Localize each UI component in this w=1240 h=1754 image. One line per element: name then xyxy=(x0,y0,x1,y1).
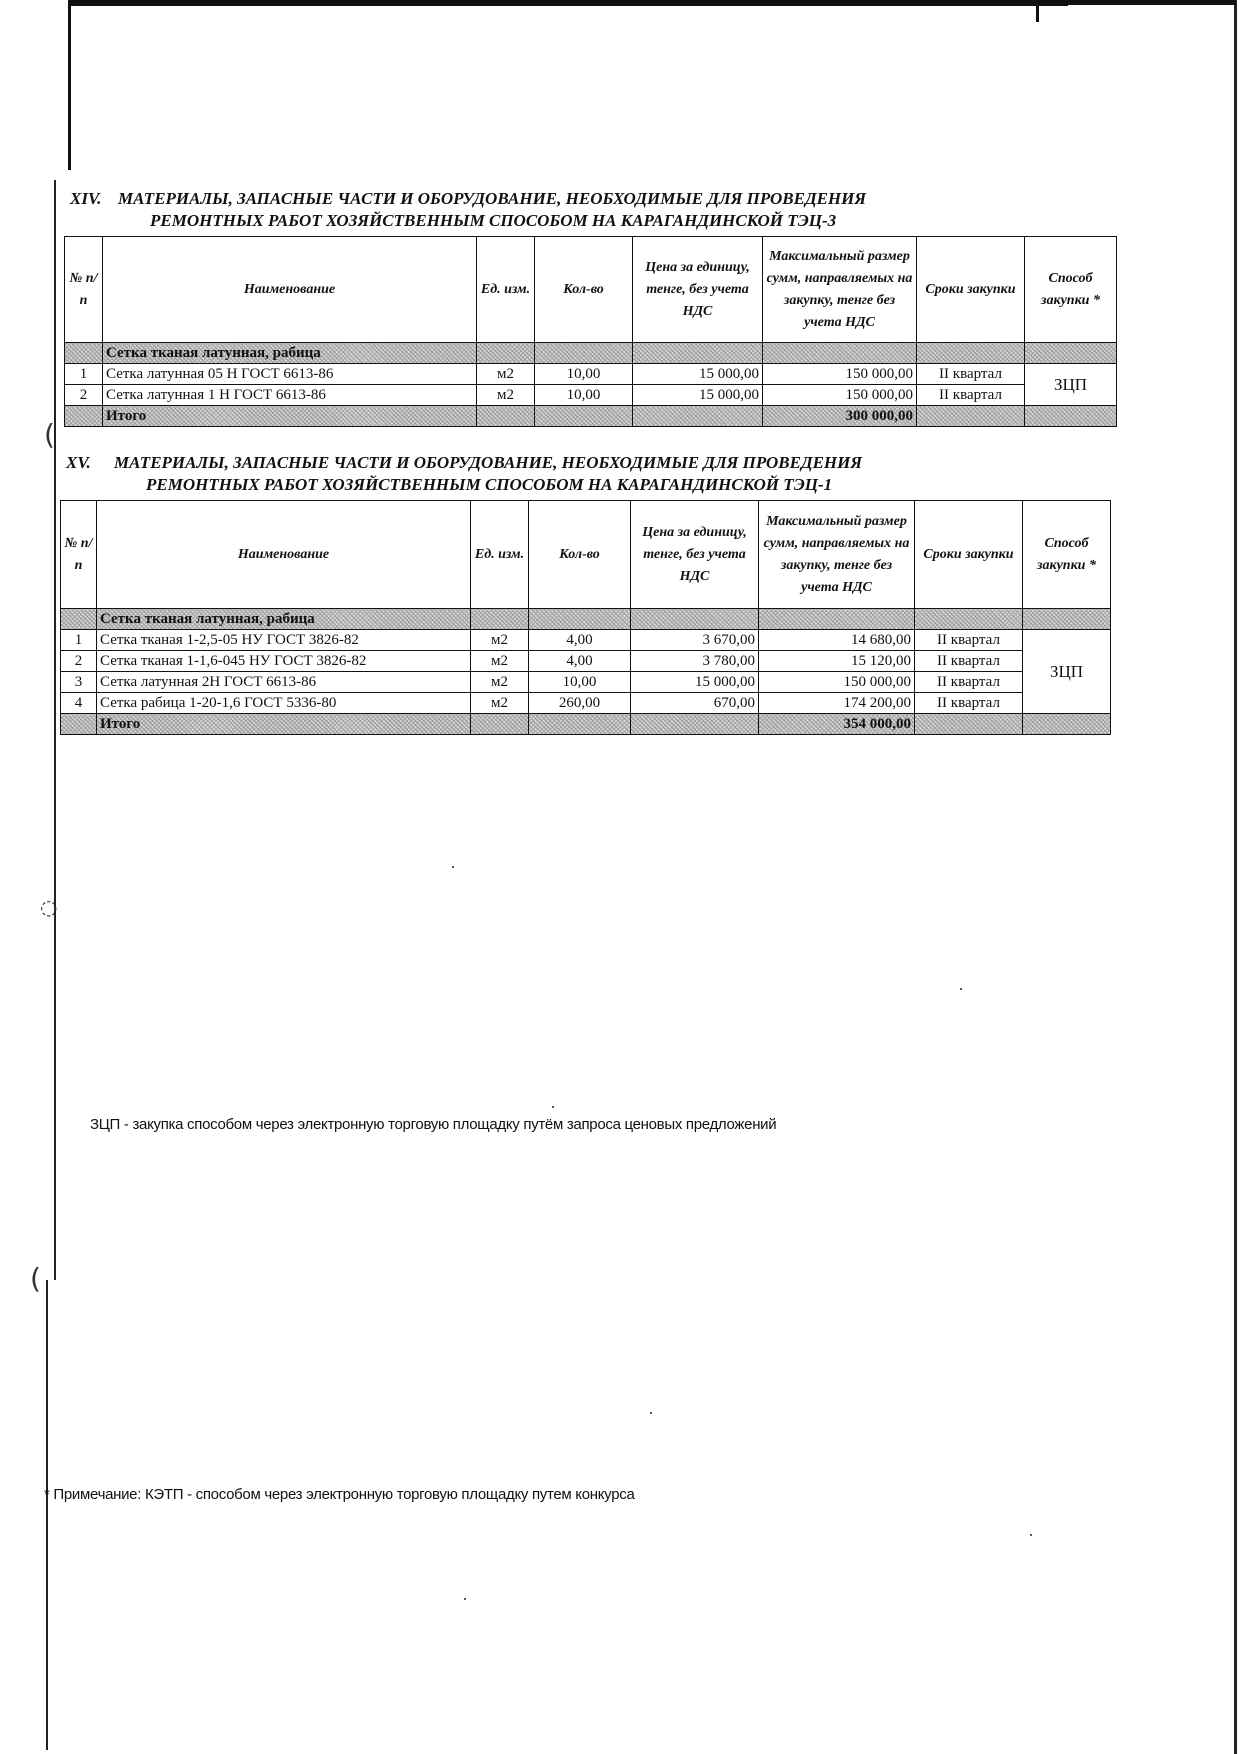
row-sum: 174 200,00 xyxy=(759,693,915,714)
row-price: 15 000,00 xyxy=(633,385,763,406)
scan-bracket-mark: ( xyxy=(44,418,55,451)
table-row xyxy=(61,651,1111,672)
col-header-qty: Кол-во xyxy=(535,237,633,343)
zcp-note: ЗЦП - закупка способом через электронную торговую площадку путём запроса ценовых предложений xyxy=(90,1116,777,1133)
scan-speck xyxy=(1030,1534,1032,1536)
col-header-num: № п/п xyxy=(61,501,97,609)
row-name: Сетка тканая 1-2,5-05 НУ ГОСТ 3826-82 xyxy=(97,630,471,651)
row-qty: 4,00 xyxy=(529,651,631,672)
table-row xyxy=(65,364,1117,385)
row-sum: 150 000,00 xyxy=(763,364,917,385)
col-header-method: Способ закупки * xyxy=(1025,237,1117,343)
row-name: Сетка латунная 05 Н ГОСТ 6613-86 xyxy=(103,364,477,385)
group-label: Сетка тканая латунная, рабица xyxy=(103,343,477,364)
table-header-row xyxy=(65,237,1117,343)
row-unit: м2 xyxy=(477,385,535,406)
row-name: Сетка латунная 1 Н ГОСТ 6613-86 xyxy=(103,385,477,406)
col-header-name: Наименование xyxy=(103,237,477,343)
table-header-row xyxy=(61,501,1111,609)
row-name: Сетка латунная 2Н ГОСТ 6613-86 xyxy=(97,672,471,693)
table-tec1 xyxy=(60,500,1111,735)
section-15-title-line2-wrap xyxy=(146,474,832,496)
row-price: 670,00 xyxy=(631,693,759,714)
section-15-title-line1: МАТЕРИАЛЫ, ЗАПАСНЫЕ ЧАСТИ И ОБОРУДОВАНИЕ, НЕОБХОДИМЫЕ ДЛЯ ПРОВЕДЕНИЯ xyxy=(114,453,863,472)
row-unit: м2 xyxy=(477,364,535,385)
table-row xyxy=(61,693,1111,714)
row-sum: 150 000,00 xyxy=(759,672,915,693)
row-name: Сетка тканая 1-1,6-045 НУ ГОСТ 3826-82 xyxy=(97,651,471,672)
row-period: II квартал xyxy=(917,364,1025,385)
total-label: Итого xyxy=(97,714,471,735)
section-14-number: XIV. xyxy=(70,189,102,208)
row-sum: 150 000,00 xyxy=(763,385,917,406)
col-header-period: Сроки закупки xyxy=(917,237,1025,343)
row-price: 15 000,00 xyxy=(633,364,763,385)
row-qty: 10,00 xyxy=(535,385,633,406)
table-row xyxy=(65,385,1117,406)
scan-speck xyxy=(452,866,454,868)
col-header-max-sum: Максимальный размер сумм, направляемых на закупку, тенге без учета НДС xyxy=(763,237,917,343)
scan-frame-top xyxy=(68,0,1068,6)
section-14-title xyxy=(70,188,866,210)
row-num: 1 xyxy=(61,630,97,651)
row-period: II квартал xyxy=(915,672,1023,693)
row-method: ЗЦП xyxy=(1023,630,1111,714)
row-unit: м2 xyxy=(471,630,529,651)
section-15-title-line2: РЕМОНТНЫХ РАБОТ ХОЗЯЙСТВЕННЫМ СПОСОБОМ НА КАРАГАНДИНСКОЙ ТЭЦ-1 xyxy=(146,475,833,494)
row-num: 4 xyxy=(61,693,97,714)
col-header-unit: Ед. изм. xyxy=(471,501,529,609)
section-14-title-line2: РЕМОНТНЫХ РАБОТ ХОЗЯЙСТВЕННЫМ СПОСОБОМ НА КАРАГАНДИНСКОЙ ТЭЦ-3 xyxy=(150,211,837,230)
section-15-title xyxy=(66,452,862,474)
scan-frame-right xyxy=(1234,0,1237,1754)
row-num: 1 xyxy=(65,364,103,385)
row-num: 3 xyxy=(61,672,97,693)
col-header-qty: Кол-во xyxy=(529,501,631,609)
group-label: Сетка тканая латунная, рабица xyxy=(97,609,471,630)
scan-bracket-mark: ( xyxy=(30,1262,41,1295)
scan-speck xyxy=(552,1106,554,1108)
col-header-period: Сроки закупки xyxy=(915,501,1023,609)
row-num: 2 xyxy=(65,385,103,406)
scan-speck xyxy=(650,1412,652,1414)
table-row xyxy=(61,672,1111,693)
row-qty: 10,00 xyxy=(529,672,631,693)
row-period: II квартал xyxy=(915,693,1023,714)
total-sum: 300 000,00 xyxy=(763,406,917,427)
table-row xyxy=(61,630,1111,651)
col-header-price: Цена за единицу, тенге, без учета НДС xyxy=(631,501,759,609)
row-unit: м2 xyxy=(471,651,529,672)
section-15-number: XV. xyxy=(66,453,91,472)
col-header-max-sum: Максимальный размер сумм, направляемых на закупку, тенге без учета НДС xyxy=(759,501,915,609)
row-period: II квартал xyxy=(915,630,1023,651)
scan-hole-mark: ◌ xyxy=(40,895,58,919)
total-row xyxy=(61,714,1111,735)
group-row xyxy=(61,609,1111,630)
table-tec3 xyxy=(64,236,1117,427)
row-method: ЗЦП xyxy=(1025,364,1117,406)
section-14-title-line1: МАТЕРИАЛЫ, ЗАПАСНЫЕ ЧАСТИ И ОБОРУДОВАНИЕ, НЕОБХОДИМЫЕ ДЛЯ ПРОВЕДЕНИЯ xyxy=(118,189,867,208)
scan-speck xyxy=(960,988,962,990)
scan-frame-left-bottom xyxy=(46,1280,48,1750)
row-unit: м2 xyxy=(471,672,529,693)
row-name: Сетка рабица 1-20-1,6 ГОСТ 5336-80 xyxy=(97,693,471,714)
total-label: Итого xyxy=(103,406,477,427)
remark-note: * Примечание: КЭТП - способом через электронную торговую площадку путем конкурса xyxy=(44,1486,635,1503)
row-period: II квартал xyxy=(917,385,1025,406)
row-unit: м2 xyxy=(471,693,529,714)
scan-frame-left-lower xyxy=(54,180,56,1280)
section-14-title-line2-wrap xyxy=(150,210,836,232)
row-num: 2 xyxy=(61,651,97,672)
row-price: 15 000,00 xyxy=(631,672,759,693)
row-sum: 15 120,00 xyxy=(759,651,915,672)
row-sum: 14 680,00 xyxy=(759,630,915,651)
col-header-num: № п/п xyxy=(65,237,103,343)
row-price: 3 780,00 xyxy=(631,651,759,672)
total-sum: 354 000,00 xyxy=(759,714,915,735)
scan-speck xyxy=(464,1598,466,1600)
row-qty: 260,00 xyxy=(529,693,631,714)
scan-frame-right-tick xyxy=(1036,0,1039,22)
col-header-price: Цена за единицу, тенге, без учета НДС xyxy=(633,237,763,343)
row-period: II квартал xyxy=(915,651,1023,672)
row-qty: 4,00 xyxy=(529,630,631,651)
col-header-method: Способ закупки * xyxy=(1023,501,1111,609)
col-header-name: Наименование xyxy=(97,501,471,609)
row-price: 3 670,00 xyxy=(631,630,759,651)
col-header-unit: Ед. изм. xyxy=(477,237,535,343)
total-row xyxy=(65,406,1117,427)
scan-frame-left xyxy=(68,0,71,170)
row-qty: 10,00 xyxy=(535,364,633,385)
group-row xyxy=(65,343,1117,364)
scan-frame-right-top xyxy=(1036,0,1236,5)
